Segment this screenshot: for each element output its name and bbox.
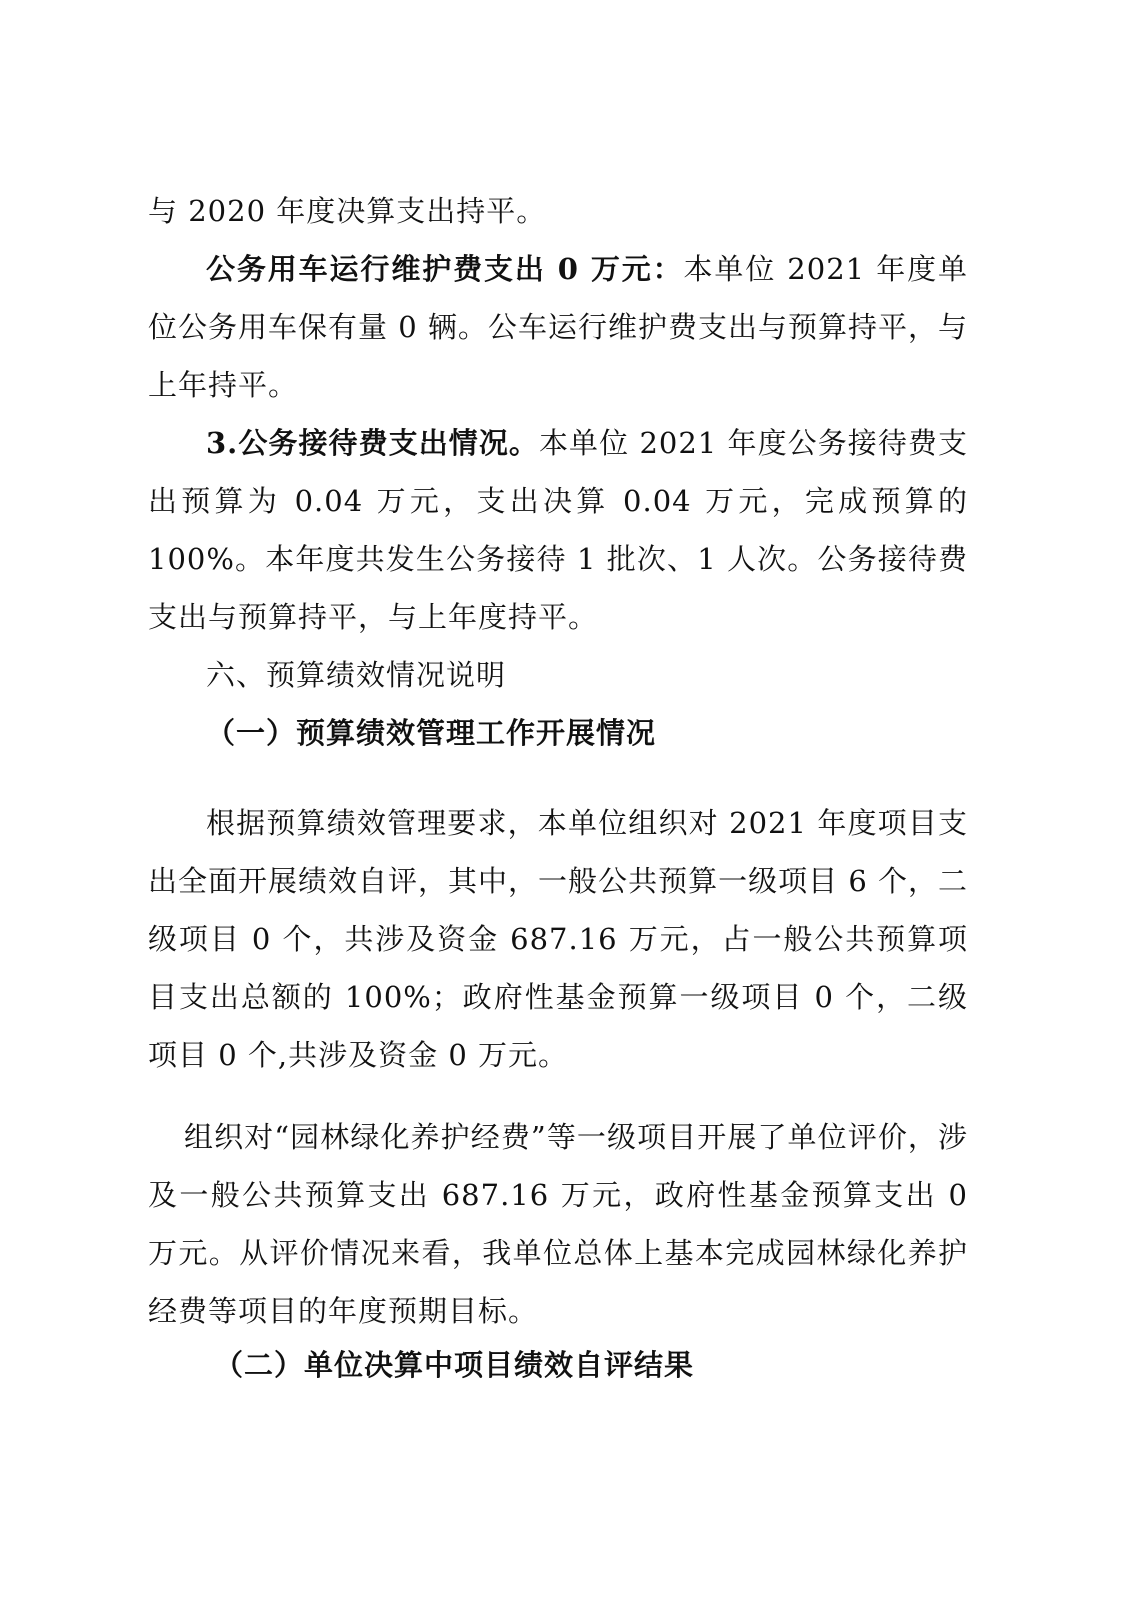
paragraph-performance-management bbox=[148, 794, 968, 1084]
paragraph-reception-expense bbox=[148, 414, 968, 646]
paragraph-text: 根据预算绩效管理要求，本单位组织对 2021 年度项目支出全面开展绩效自评，其中，一般公共预算一级项目 6 个，二级项目 0 个，共涉及资金 687.16 万元，占一般公共预算项目支出总额的 100%；政府性基金预算一级项目 0 个，二级项目 0 个,共涉及资金 0 万元。 bbox=[148, 806, 968, 1072]
paragraph-vehicle-maintenance bbox=[148, 240, 968, 414]
sub-heading: （一）预算绩效管理工作开展情况 bbox=[206, 716, 657, 750]
paragraph-text: 与 2020 年度决算支出持平。 bbox=[148, 194, 547, 228]
paragraph-lead: 公务用车运行维护费支出 0 万元： bbox=[206, 252, 684, 286]
paragraph-text: 本单位 2021 年度单位公务用车保有量 0 辆。公车运行维护费支出与预算持平，与上年持平。 bbox=[148, 252, 968, 402]
section-heading: 六、预算绩效情况说明 bbox=[206, 658, 507, 692]
paragraph-text: 本单位 2021 年度公务接待费支出预算为 0.04 万元，支出决算 0.04 万元，完成预算的 100%。本年度共发生公务接待 1 批次、1 人次。公务接待费支出与预算持平，与上年度持平。 bbox=[148, 426, 968, 634]
paragraph-text: 组织对“园林绿化养护经费”等一级项目开展了单位评价，涉及一般公共预算支出 687.16 万元，政府性基金预算支出 0 万元。从评价情况来看，我单位总体上基本完成园林绿化养护经费等项目的年度预期目标。 bbox=[148, 1120, 968, 1328]
paragraph-continuation bbox=[148, 182, 968, 240]
paragraph-evaluation bbox=[148, 1108, 968, 1340]
paragraph-lead: 3.公务接待费支出情况。 bbox=[206, 426, 539, 460]
sub-heading: （二）单位决算中项目绩效自评结果 bbox=[214, 1348, 695, 1382]
